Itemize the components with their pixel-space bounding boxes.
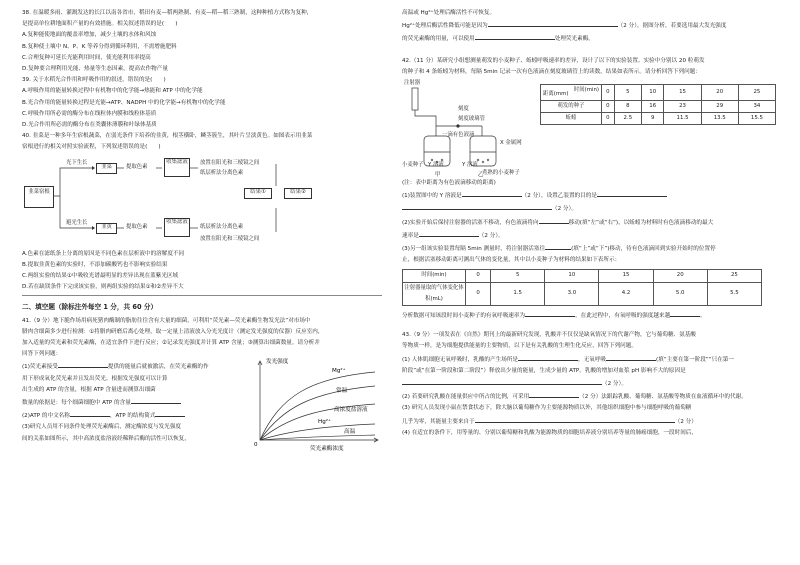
jar-b-label: 乙: [478, 172, 484, 179]
table-row: 蚯蚓 0 2.5 9 11.5 13.5 15.5: [541, 113, 776, 125]
answer-blank[interactable]: [539, 216, 569, 224]
graph-origin: 0: [254, 442, 258, 449]
answer-blank[interactable]: [597, 189, 667, 197]
curve-label: 高温: [344, 429, 356, 436]
light-growth-label: 光下生长: [66, 159, 88, 166]
solution-label-1: Y 溶液: [428, 162, 444, 169]
graph-ylabel: 发光强度: [266, 359, 289, 366]
answer-blank[interactable]: [525, 309, 575, 317]
question-line: D.复种要合理利用光能、热量等生态因素，提高农作物产量: [22, 66, 168, 73]
question-line: C.呼吸作用所必需的酶分布在线粒体内膜和线粒体基质: [22, 110, 157, 117]
question-40-options: [22, 249, 382, 294]
question-line: 40. 韭菜是一种多年生宿根蔬菜，在弱光条件下培养的韭黄，根茎横卧，鳞茎簇生，其叶片呈淡黄色。如图表示用韭菜: [22, 133, 313, 140]
table-row: 注射器量取的气体变化体积(mL) 0 1.5 3.0 4.2 5.0 5.5: [403, 282, 762, 305]
question-line: A.呼吸作用的能量转换过程中有机物中的化学能→热能和 ATP 中的化学能: [22, 88, 203, 95]
collect-filtrate-box-top: 收集滤液: [164, 158, 190, 177]
top-note: 放置在阳光和三棱镜之间: [200, 159, 260, 166]
question-40: [22, 131, 382, 153]
answer-blank[interactable]: [529, 390, 579, 398]
scale-label: 刻度: [458, 106, 469, 113]
question-line: D.光合作用所必需的酶分布在类囊体薄膜和叶绿体基质: [22, 122, 157, 129]
table-row: 萌发的种子 0 8 16 23 29 34: [541, 101, 776, 113]
extract-label-bottom: 提取色素: [126, 223, 148, 230]
question-line: 38. 在温暖多雨、灌溉发达的长江以南各省市，稻田有麦—稻两熟制、有麦—稻—稻三熟制，这种种植方式称为复种，: [22, 10, 313, 16]
paper-chromatography-top: 纸层析法分离色素: [200, 169, 244, 176]
curve-hg: [260, 424, 375, 440]
dark-growth-label: 避光生长: [66, 219, 88, 226]
section-divider: [22, 295, 382, 296]
bottom-note: 放置在阳光和三棱镜之间: [200, 235, 260, 242]
tube-label: 刻度玻璃管: [458, 116, 485, 123]
question-43: 43.（9 分）一项发表在《自然》期刊上的最新研究发现，乳酸并不仅仅是缺氧情况下的代谢产物，它与葡萄糖、氨基酸 等物质一样，是为细胞提供能量的主要物质，以下是有关乳酸的生理生化反应，回答下列问题。 (1) 人体肌细胞无氧呼吸时，乳酸的产生场所是 ，无氧呼吸 (填“主要在第一阶段”“只在第一 阶段”或“在第一阶段和第二阶段”）释放出少量的能量，生成少量的 ATP。乳酸的增加对血浆 pH 影响不大的原因是 （2 分）。 (2) 若要研究乳酸在能量供应中所占的比例，可采用 （2 分）法跟踪乳酸、葡萄糖、氨基酸等物质在血液循环中的代谢。 (3) 研究人员发现小鼠在禁食状态下，除大脑以葡萄糖作为主要能源物质以外，其他组织细胞中参与细胞呼吸的葡萄糖 几乎为零，其能量主要来自于 （2 分） (4) 在适宜的条件下，用等量的、分别以葡萄糖和乳酸为能源物质的细胞培养液分别培养等量的肺癌细胞，一段时间后，: [402, 332, 747, 436]
question-39: [22, 75, 382, 131]
answer-blank[interactable]: [462, 189, 522, 197]
distance-table: 时间(min) 距离(mm) 0 5 10 15 20 25 萌发的种子 0 8 16 23 29 34 蚯蚓 0 2.5 9 11.5 13.5 15.5: [540, 84, 776, 125]
question-line: B.光合作用的能量转换过程是光能→ATP、NADPH 中的化学能→有机物中的化学能: [22, 99, 226, 106]
question-line: B.复种使土壤中 N、P、K 等养分得到循环利用，不需增施肥料: [22, 43, 177, 50]
answer-blank[interactable]: [155, 409, 185, 417]
result-1-box: 结果①: [244, 188, 272, 199]
drop-label: 一滴有色液滴: [442, 132, 475, 139]
luminescence-graph: [240, 356, 382, 452]
option-line: D.若在缺镁条件下完成该实验，则两组实验的结果①和②差异不大: [22, 284, 184, 291]
answer-blank[interactable]: [545, 242, 571, 250]
leek-box: 韭菜: [96, 163, 117, 174]
answer-blank[interactable]: [402, 377, 602, 385]
curve-normal: [260, 386, 375, 440]
question-line: 是提高单位耕地面积产量的有效措施。相关叙述错误的是( ): [22, 21, 178, 28]
collect-filtrate-box-bottom: 收集滤液: [164, 218, 190, 237]
gas-volume-table: [402, 269, 762, 306]
syringe-label: 注射器: [404, 80, 421, 87]
question-41: 41.（9 分）地下脆作场用病死猪肉酶制的脂肪往往含有大量的细菌，可利用“荧光素—荧光素酶生物发光法”对市场中 腊肉含细菌多少进行检测：①将腊肉研磨后离心处理，取一定量上清液放入分光光度计（测定发光强度的仪器）反应室内， 加入适量的荧光素和荧光素酶，在适宜条件下进行反应；②记录发光强度并计算 ATP 含量；③测算出细菌数量。请分析并 回答下列问题： (1)荧光素接受 提供的能量后就被激活，在荧光素酶的作 用下形成氧化荧光素并且发出荧光。根据发光强度可以计算 出生成的 ATP 的含量，根据 ATP 含量进而测算出细菌 数量的依据是：每个细菌细胞中 ATP 的含量 (2)ATP 的中文名称 ，ATP 的结构简式 (3)研究人员用不同条件处理荧光素酶后，测定酶浓度与发光强度 间的关系如图所示，其中高浓度盐溶液经稀释后酶的活性可以恢复， 发光强度 荧光素酶浓度 0 Mg²⁺ 常温 高浓度盐溶液 Hg²⁺ 高温: [22, 316, 382, 461]
answer-blank[interactable]: [518, 353, 578, 361]
flow-root-box: 韭菜宿根: [24, 186, 54, 208]
curve-label: 常温: [336, 388, 348, 395]
question-42: 42.（11 分）某研究小组想测量萌发的小麦种子、蚯蚓呼吸速率的差异，设计了以下的实验装置。实验中分别以 20 粒萌发: [402, 57, 705, 64]
jar-a-label: 甲: [435, 172, 441, 179]
answer-blank[interactable]: [475, 415, 675, 423]
section-title: 二、填空题（除标注外每空 1 分，共 60 分）: [22, 303, 158, 312]
answer-blank[interactable]: [402, 202, 552, 210]
answer-blank[interactable]: [488, 19, 618, 27]
paper-chromatography-bottom: 纸层析法分离色素: [200, 223, 244, 230]
yellow-leek-box: 韭黄: [96, 223, 117, 234]
table-note: (注：表中距离为有色液滴移动的距离): [402, 180, 496, 187]
answer-blank[interactable]: [131, 396, 181, 404]
leek-experiment-flowchart: [22, 156, 352, 246]
option-line: A.色素在滤纸条上分离的原因是不同色素在层析液中的溶解度不同: [22, 250, 185, 257]
answer-blank[interactable]: [58, 360, 108, 368]
answer-blank[interactable]: [670, 309, 700, 317]
result-2-box: 结果②: [284, 188, 312, 199]
question-line: A.复种能使地面的覆盖率增加，减少土壤的水体和风蚀: [22, 32, 157, 39]
curve-mg: [260, 372, 375, 440]
solution-label-2: Y 溶液: [462, 162, 478, 169]
table-row: 时间(min) 0 5 10 15 20 25: [403, 270, 762, 282]
answer-blank[interactable]: [606, 353, 656, 361]
answer-blank[interactable]: [419, 229, 479, 237]
question-38: [22, 8, 382, 75]
question-line: 39. 关于水稻光合作用和呼吸作用的叙述，错误的是( ): [22, 77, 166, 84]
boiled-seed-label: 煮熟的小麦种子: [482, 170, 520, 177]
question-line: C.合理复种可延长光能利用时间，使光能利用率提高: [22, 54, 151, 61]
option-line: B.提取韭黄色素的实验时，不添加碳酸钙也不影响实验结果: [22, 261, 168, 268]
curve-label: Hg²⁺: [318, 419, 331, 426]
graph-xlabel: 荧光素酶浓度: [310, 446, 344, 453]
question-line: 宿根进行的相关对照实验流程，下列叙述错误的是( ): [22, 144, 161, 151]
left-column: [22, 8, 382, 460]
curve-label: Mg²⁺: [332, 368, 346, 375]
right-column: 高温或 Hg²⁺处理后酶活性不可恢复。 Hg²⁺处理后酶活性降低可能是因为 （2 分），据图分析，若要选用最大发光强度 的荧光素酶的用量，可以使用 处理荧光素酶。 42.（11 分）某研究小组想测量萌发的小麦种子、蚯蚓呼吸速率的差异，设计了以下的实验装置。实验中分别以 20 粒萌发 的种子和 4 条蚯蚓为材料，每隔 5min 记录一次有色液滴在刻度玻璃管上的读数，结果如表所示。请分析回答下列问题： 注射器 刻度 刻度玻璃管 一滴有色液滴 X 金属网 小麦种子 Y 溶液 Y 溶液 煮熟的小麦种子 甲 乙 时间(min) 距离(mm) 0 5 10 15 20 25 萌发的种子 0 8 16 23 29 34 蚯蚓 0 2.5 9 11.5 13.5 15.5 (注：表中距离为有色液滴移动的距离) (1)装置图中的 Y 溶液是 （2 分），设置乙装置的目的是 （2 分）。 (2)实验开始后保持注射器的活塞不移动，有色液滴将向 移动(填“左”或“右”)，以蚯蚓为材料时有色液滴移动的最大 速率是 （2 分）。 (3)另一组该实验装置每隔 5min 测量时，将注射器活塞往 (填“上”或“下”)移动，待有色液滴回到实验开始时的位置停 止，根据活塞移动距离可测出气体的变化量，其中以小麦种子为材料的结果如下表所示： 时间(min) 0 5 10 15 20 25 注射器量取的气体变化体积(mL) 0 1.5 3.0 4.2 5.0 5.5 分析数据可知该段时间小麦种子的有氧呼吸速率为 ，在此过程中，有氧呼吸的强度越来越 。 43.（9 分）一项发表在《自然》期刊上的最新研究发现，乳酸并不仅仅是缺氧情况下的代谢产物，它与葡萄糖、氨基酸 等物质一样，是为细胞提供能量的主要物质，以下是有关乳酸的生理生化反应，回答下列问题。 (1) 人体肌细胞无氧呼吸时，乳酸的产生场所是 ，无氧呼吸 (填“主要在第一阶段”“只在第一 阶段”或“在第一阶段和第二阶段”）释放出少量的能量，生成少量的 ATP。乳酸的增加对血浆 pH 影响不大的原因是 （2 分）。 (2) 若要研究乳酸在能量供应中所占的比例，可采用 （2 分）法跟踪乳酸、葡萄糖、氨基酸等物质在血液循环中的代谢。 (3) 研究人员发现小鼠在禁食状态下，除大脑以葡萄糖作为主要能源物质以外，其他组织细胞中参与细胞呼吸的葡萄糖 几乎为零，其能量主要来自于 （2 分） (4) 在适宜的条件下，用等量的、分别以葡萄糖和乳酸为能源物质的细胞培养液分别培养等量的肺癌细胞，一段时间后，: [402, 8, 780, 439]
curve-label: 高浓度盐溶液: [334, 407, 368, 414]
answer-blank[interactable]: [70, 409, 110, 417]
curve-high-temp: [260, 435, 375, 440]
seed-label: 小麦种子: [402, 162, 424, 169]
mesh-label: X 金属网: [500, 140, 522, 147]
extract-label-top: 提取色素: [126, 163, 148, 170]
answer-blank[interactable]: [475, 32, 555, 40]
option-line: C.两组实验的结果①中吸收光谱最明显的差异出现在蓝紫光区域: [22, 273, 179, 280]
